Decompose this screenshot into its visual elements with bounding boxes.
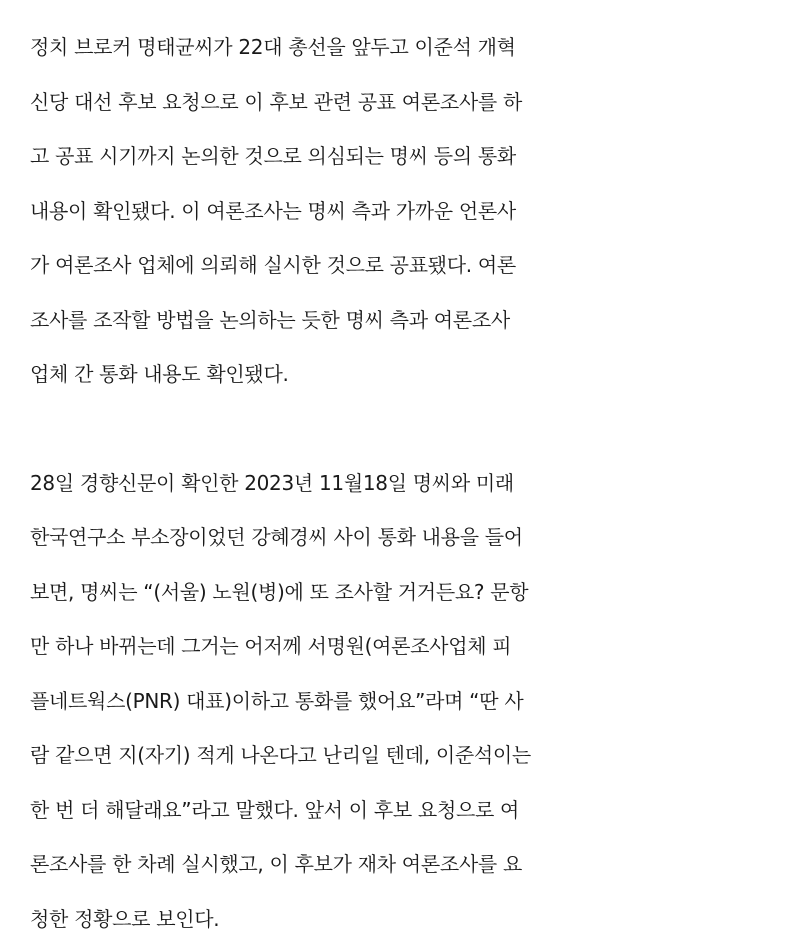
text-line: 한국연구소 부소장이었던 강혜경씨 사이 통화 내용을 들어	[30, 510, 790, 565]
text-line: 조사를 조작할 방법을 논의하는 듯한 명씨 측과 여론조사	[30, 293, 790, 348]
text-line: 람 같으면 지(자기) 적게 나온다고 난리일 텐데, 이준석이는	[30, 728, 790, 783]
text-line: 플네트웍스(PNR) 대표)이하고 통화를 했어요”라며 “딴 사	[30, 674, 790, 729]
text-line: 고 공표 시기까지 논의한 것으로 의심되는 명씨 등의 통화	[30, 129, 790, 184]
text-line: 가 여론조사 업체에 의뢰해 실시한 것으로 공표됐다. 여론	[30, 238, 790, 293]
text-line: 신당 대선 후보 요청으로 이 후보 관련 공표 여론조사를 하	[30, 75, 790, 130]
text-line: 정치 브로커 명태균씨가 22대 총선을 앞두고 이준석 개혁	[30, 20, 790, 75]
paragraph-2	[30, 456, 790, 946]
text-line: 한 번 더 해달래요”라고 말했다. 앞서 이 후보 요청으로 여	[30, 783, 790, 838]
paragraph-1	[30, 20, 790, 402]
text-line: 28일 경향신문이 확인한 2023년 11월18일 명씨와 미래	[30, 456, 790, 511]
text-line: 업체 간 통화 내용도 확인됐다.	[30, 347, 790, 402]
paragraph-spacer	[30, 402, 790, 456]
text-line: 보면, 명씨는 “(서울) 노원(병)에 또 조사할 거거든요? 문항	[30, 565, 790, 620]
text-line: 청한 정황으로 보인다.	[30, 892, 790, 946]
text-line: 만 하나 바뀌는데 그거는 어저께 서명원(여론조사업체 피	[30, 619, 790, 674]
text-line: 론조사를 한 차례 실시했고, 이 후보가 재차 여론조사를 요	[30, 837, 790, 892]
text-line: 내용이 확인됐다. 이 여론조사는 명씨 측과 가까운 언론사	[30, 184, 790, 239]
article-body	[30, 20, 790, 946]
